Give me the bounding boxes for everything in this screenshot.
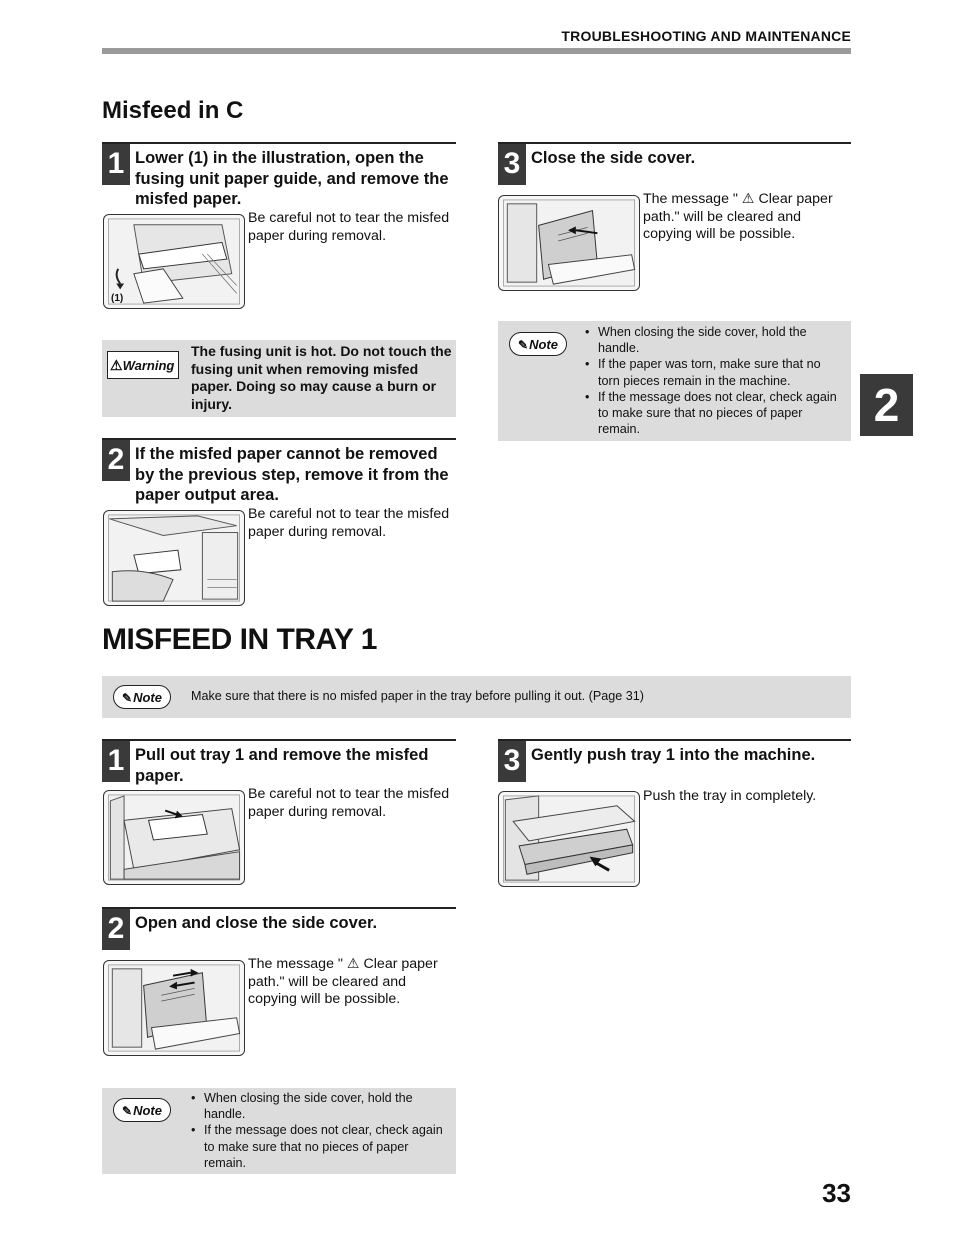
note-label: Note xyxy=(133,690,162,705)
note-item: • If the paper was torn, make sure that no torn pieces remain in the machine. xyxy=(585,356,843,388)
step-heading: Close the side cover. xyxy=(531,149,696,167)
section-title-misfeed-tray-1: MISFEED IN TRAY 1 xyxy=(102,623,377,656)
step-heading: If the misfed paper cannot be removed by the previous step, remove it from the paper output area. xyxy=(135,445,449,504)
step-3-tray-1 xyxy=(498,739,851,785)
note-badge xyxy=(113,1098,171,1122)
note-badge xyxy=(509,332,567,356)
step-number: 1 xyxy=(102,741,130,782)
warning-icon: ⚠ xyxy=(110,357,123,373)
illustration-pull-out-tray xyxy=(103,790,245,885)
tray-step-1-text: Be careful not to tear the misfed paper during removal. xyxy=(248,786,450,820)
note-box-tray-1 xyxy=(102,676,851,718)
step-heading: Open and close the side cover. xyxy=(135,914,378,932)
step-heading: Lower (1) in the illustration, open the fusing unit paper guide, and remove the misfed paper. xyxy=(135,149,449,208)
step-1-text: Be careful not to tear the misfed paper during removal. xyxy=(248,210,450,244)
note-item: • When closing the side cover, hold the handle. xyxy=(585,324,843,356)
note-label: Note xyxy=(529,337,558,352)
step-number: 3 xyxy=(498,144,526,185)
step-number: 2 xyxy=(102,909,130,950)
step-number: 1 xyxy=(102,144,130,185)
step-3-misfeed-c xyxy=(498,142,851,188)
step-heading: Pull out tray 1 and remove the misfed paper. xyxy=(135,746,429,785)
page-number: 33 xyxy=(822,1178,851,1208)
tray-step-2-text: The message " ⚠ Clear paper path." will be cleared and copying will be possible. xyxy=(248,956,438,1008)
step-2-text: Be careful not to tear the misfed paper during removal. xyxy=(248,506,450,540)
step-number: 2 xyxy=(102,440,130,481)
step-2-tray-1 xyxy=(102,907,456,953)
running-header: TROUBLESHOOTING AND MAINTENANCE xyxy=(561,28,851,44)
illustration-push-tray xyxy=(498,791,640,887)
note-badge xyxy=(113,685,171,709)
note-box-misfeed-c xyxy=(498,321,851,441)
warning-label: Warning xyxy=(122,358,175,373)
illustration-fusing-unit xyxy=(103,214,245,309)
note-item: • When closing the side cover, hold the handle. xyxy=(191,1090,449,1122)
note-list xyxy=(585,324,843,437)
warning-text: The fusing unit is hot. Do not touch the fusing unit when removing misfed paper. Doing so may cause a burn or injury. xyxy=(191,343,452,412)
illustration-close-side-cover xyxy=(498,195,640,291)
note-text: Make sure that there is no misfed paper in the tray before pulling it out. (Page 31) xyxy=(191,689,644,703)
step-2-misfeed-c xyxy=(102,438,456,504)
chapter-tab: 2 xyxy=(860,374,913,436)
section-title-misfeed-c: Misfeed in C xyxy=(102,97,244,124)
step-1-misfeed-c xyxy=(102,142,456,208)
note-item: • If the message does not clear, check again to make sure that no pieces of paper remain. xyxy=(191,1122,449,1171)
header-rule xyxy=(102,48,851,54)
illustration-paper-output xyxy=(103,510,245,606)
tray-step-3-text: Push the tray in completely. xyxy=(643,788,817,804)
note-list xyxy=(191,1090,449,1171)
note-box-tray-1-bottom xyxy=(102,1088,456,1174)
pencil-icon: ✎ xyxy=(518,338,529,352)
warning-box xyxy=(102,340,456,417)
step-1-tray-1 xyxy=(102,739,456,785)
note-label: Note xyxy=(133,1103,162,1118)
pencil-icon: ✎ xyxy=(122,691,133,705)
step-number: 3 xyxy=(498,741,526,782)
callout-label: (1) xyxy=(111,293,124,304)
step-heading: Gently push tray 1 into the machine. xyxy=(531,746,816,764)
warning-badge xyxy=(107,351,179,379)
illustration-open-close-side-cover xyxy=(103,960,245,1056)
note-item: • If the message does not clear, check again to make sure that no pieces of paper remain. xyxy=(585,389,843,438)
step-3-text: The message " ⚠ Clear paper path." will be cleared and copying will be possible. xyxy=(643,191,833,243)
pencil-icon: ✎ xyxy=(122,1104,133,1118)
